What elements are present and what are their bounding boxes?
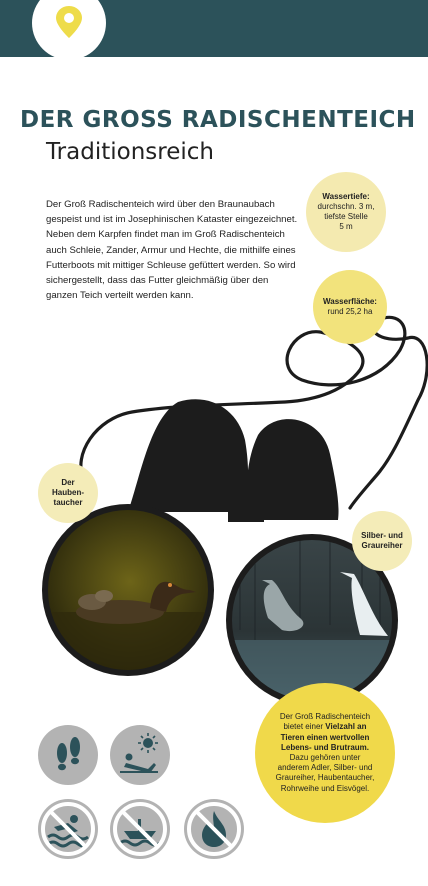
intro-paragraph-1: Der Groß Radischenteich wird über den Braunaubach gespeist und ist im Josephinischen Kataster eingezeichnet. [46,199,298,226]
no-swimming-icon [38,799,98,859]
footprints-icon [38,725,98,785]
no-fire-icon [184,799,244,859]
sunbathing-icon [110,725,170,785]
habitat-info-text [273,712,377,794]
grebe-label-badge [38,463,98,523]
habitat-info-part-1: Der Groß Radischenteich bietet einer [279,712,371,732]
grebe-label-line-2: Hauben- [52,488,84,497]
intro-paragraph-2: Neben dem Karpfen findet man im Groß Radischenteich auch Schleie, Zander, Armur und Hechte, die mithilfe eines Futterboots mit mittiger Schleuse gefüttert werden. So wird sichergestellt, dass das Futter gleichmäßig über den ganzen Teich verteilt werden kann. [46,229,296,302]
water-area-value: rund 25,2 ha [327,307,373,316]
page-subtitle: Traditionsreich [46,139,214,165]
habitat-info-highlight: Vielzahl an Tieren einen wertvollen Lebens- und Brutraum. [280,722,370,752]
heron-label-badge [352,511,412,571]
habitat-info-badge [255,683,395,823]
no-boating-icon [110,799,170,859]
grebe-label-line-1: Der [61,478,75,487]
heron-label-line-1: Silber- und [361,531,403,540]
water-depth-line-3: 5 m [339,222,353,231]
water-depth-line-2: tiefste Stelle [324,212,368,221]
water-depth-line-1: durchschn. 3 m, [317,202,375,211]
water-area-badge [313,270,387,344]
water-depth-badge [306,172,386,252]
page-title: DER GROSS RADISCHENTEICH [20,107,416,133]
heron-label-line-2: Graureiher [361,541,403,550]
water-depth-label: Wassertiefe: [322,192,370,201]
habitat-info-part-2: Dazu gehören unter anderem Adler, Silber- und Graureiher, Haubentaucher, Rohrweihe und Eisvögel. [275,753,375,793]
grebe-label-line-3: taucher [53,498,83,507]
water-area-label: Wasserfläche: [323,297,377,306]
